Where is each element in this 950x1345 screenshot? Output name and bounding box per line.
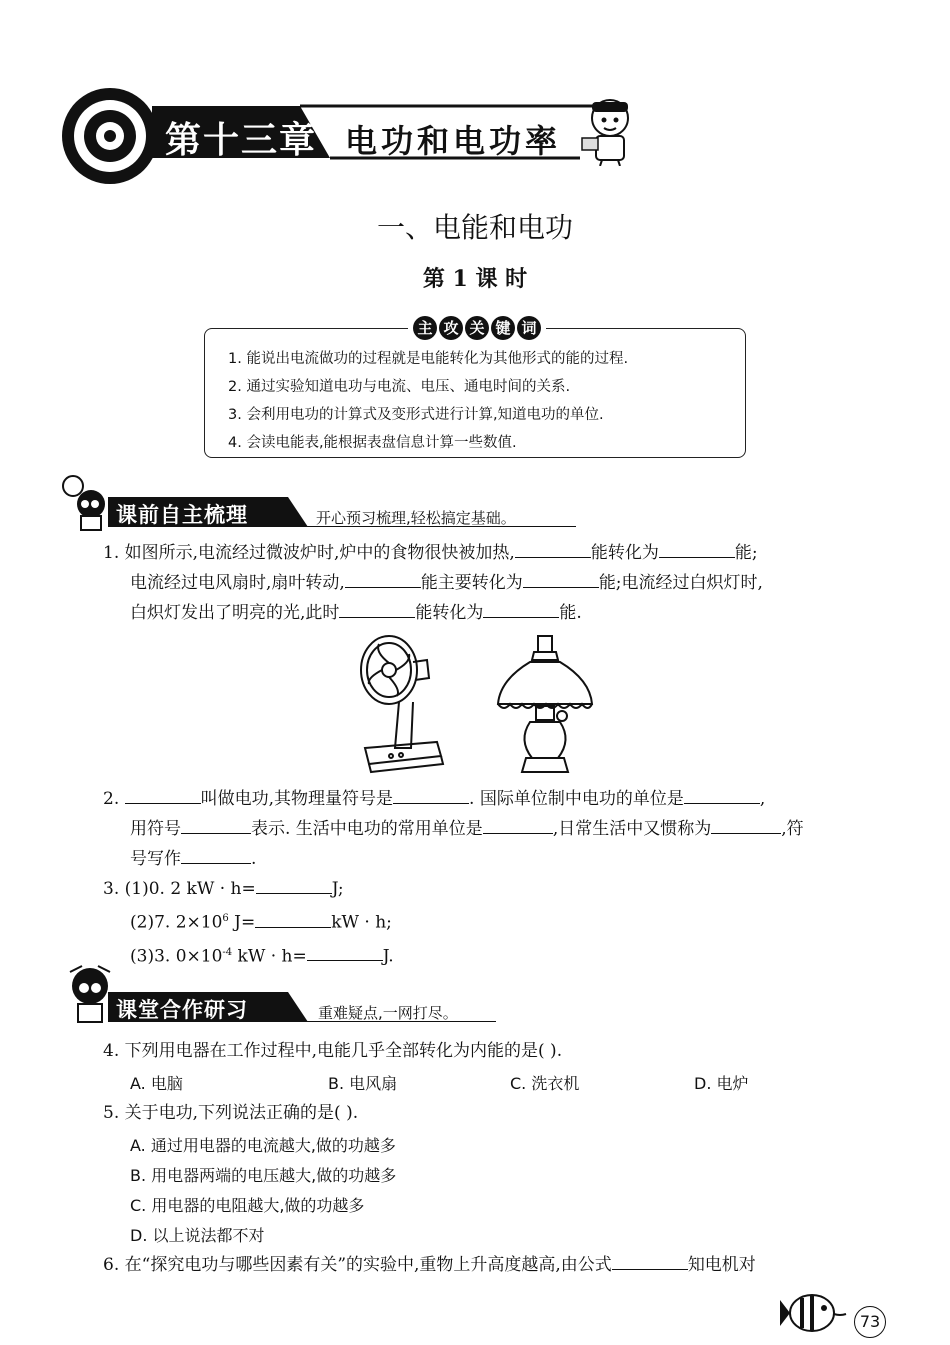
key-point-item: 4. 会读电能表,能根据表盘信息计算一些数值.: [228, 435, 517, 451]
section-label: 课前自主梳理: [116, 503, 248, 527]
q-text: kW · h=: [232, 946, 307, 967]
q-text: .: [251, 849, 257, 869]
option-a[interactable]: A. 电脑: [130, 1074, 183, 1093]
section-subtitle: 开心预习梳理,轻松搞定基础。: [316, 509, 516, 527]
q-text: J;: [331, 879, 344, 899]
answer-blank[interactable]: [659, 539, 735, 558]
answer-blank[interactable]: [345, 569, 421, 588]
q-text: J.: [382, 946, 394, 967]
question-5: [103, 1098, 903, 1128]
answer-blank[interactable]: [307, 942, 383, 961]
option-d[interactable]: D. 以上说法都不对: [130, 1226, 265, 1245]
question-1: [103, 538, 903, 628]
answer-blank[interactable]: [125, 785, 201, 804]
q-text: (3)3. 0×10: [130, 946, 223, 967]
option-a[interactable]: A. 通过用电器的电流越大,做的功越多: [130, 1136, 396, 1155]
question-2: [103, 784, 903, 874]
badge-char: 关: [465, 316, 489, 340]
key-point-item: 1. 能说出电流做功的过程就是电能转化为其他形式的能的过程.: [228, 351, 629, 367]
q-text: ,日常生活中又惯称为: [552, 819, 712, 839]
q-text: (2)7. 2×10: [130, 912, 223, 933]
incandescent-lamp-illustration: [490, 632, 600, 778]
section-label: 课堂合作研习: [116, 998, 248, 1022]
q-stem: 5. 关于电功,下列说法正确的是( ).: [103, 1103, 359, 1123]
exponent: 6: [222, 913, 229, 924]
answer-blank[interactable]: [255, 909, 331, 928]
badge-char: 键: [491, 316, 515, 340]
divider: [306, 526, 576, 527]
q-text: 用符号: [130, 819, 181, 839]
option-c[interactable]: C. 洗衣机: [510, 1074, 580, 1093]
chapter-title: 电功和电功率: [345, 122, 562, 160]
key-point-item: 2. 通过实验知道电功与电流、电压、通电时间的关系.: [228, 379, 571, 395]
badge-char: 主: [413, 316, 437, 340]
q-text: 能转化为: [415, 603, 484, 623]
q-text: 电流经过电风扇时,扇叶转动,: [130, 573, 345, 593]
answer-blank[interactable]: [256, 875, 332, 894]
option-c[interactable]: C. 用电器的电阻越大,做的功越多: [130, 1196, 365, 1215]
q-text: 能;: [734, 543, 758, 563]
answer-blank[interactable]: [339, 599, 415, 618]
section-subtitle: 重难疑点,一网打尽。: [318, 1004, 458, 1022]
answer-blank[interactable]: [483, 815, 553, 834]
question-4: [103, 1036, 903, 1066]
section-title: 一、电能和电功: [376, 211, 573, 244]
q-text: . 国际单位制中电功的单位是: [469, 789, 684, 809]
q-text: 叫做电功,其物理量符号是: [200, 789, 394, 809]
key-points-badge: [408, 314, 546, 342]
electric-fan-illustration: [355, 632, 445, 778]
q-text: kW · h;: [331, 912, 392, 933]
lesson-title: 第 1 课 时: [422, 266, 528, 292]
mascot-icon: [55, 470, 115, 532]
answer-blank[interactable]: [711, 815, 781, 834]
answer-blank[interactable]: [181, 815, 251, 834]
q-text: 知电机对: [687, 1255, 756, 1275]
q-text: ,: [759, 789, 766, 809]
q-text: J=: [228, 912, 256, 933]
option-b[interactable]: B. 电风扇: [328, 1074, 398, 1093]
badge-char: 攻: [439, 316, 463, 340]
answer-blank[interactable]: [523, 569, 599, 588]
q-text: ,符: [781, 819, 804, 839]
reading-kid-illustration: [578, 94, 638, 166]
q-text: 3. (1)0. 2 kW · h=: [103, 879, 256, 899]
q-text: 白炽灯发出了明亮的光,此时: [130, 603, 340, 623]
q-text: 6. 在“探究电功与哪些因素有关”的实验中,重物上升高度越高,由公式: [103, 1255, 612, 1275]
page-number: 73: [854, 1306, 886, 1338]
question-3: [103, 874, 903, 971]
option-d[interactable]: D. 电炉: [694, 1074, 749, 1093]
option-b[interactable]: B. 用电器两端的电压越大,做的功越多: [130, 1166, 397, 1185]
q-text: 1. 如图所示,电流经过微波炉时,炉中的食物很快被加热,: [103, 543, 515, 563]
q-text: 能主要转化为: [420, 573, 523, 593]
answer-blank[interactable]: [684, 785, 760, 804]
fish-icon: [780, 1290, 850, 1336]
q-text: 能;电流经过白炽灯时,: [598, 573, 763, 593]
chapter-number: 第十三章: [165, 120, 318, 161]
answer-blank[interactable]: [483, 599, 559, 618]
q-text: 2.: [103, 789, 125, 809]
answer-blank[interactable]: [181, 845, 251, 864]
key-point-item: 3. 会利用电功的计算式及变形式进行计算,知道电功的单位.: [228, 407, 604, 423]
q-text: 能.: [559, 603, 582, 623]
q-text: 号写作: [130, 849, 181, 869]
q-text: 能转化为: [590, 543, 659, 563]
exponent: -4: [222, 946, 233, 958]
answer-blank[interactable]: [515, 539, 591, 558]
badge-char: 词: [517, 316, 541, 340]
q-text: 表示. 生活中电功的常用单位是: [251, 819, 483, 839]
question-6: [103, 1250, 903, 1280]
q-stem: 4. 下列用电器在工作过程中,电能几乎全部转化为内能的是( ).: [103, 1041, 563, 1061]
answer-blank[interactable]: [612, 1251, 688, 1270]
divider: [306, 1021, 496, 1022]
answer-blank[interactable]: [393, 785, 469, 804]
